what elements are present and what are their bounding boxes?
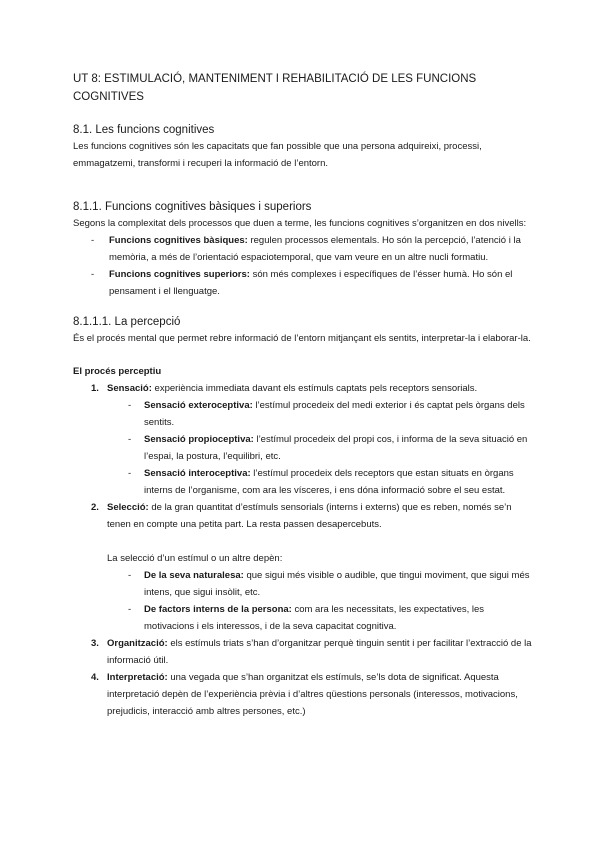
item-text: són més complexes i específiques de l’ésser humà. Ho són el pensament i el llenguatge. <box>109 269 513 297</box>
section-heading-percepcio: 8.1.1.1. La percepció <box>73 316 181 328</box>
list-marker: - <box>128 604 132 615</box>
sub-list-item <box>107 601 533 635</box>
section-heading-funcions-cognitives: 8.1. Les funcions cognitives <box>73 124 215 136</box>
item-text: regulen processos elementals. Ho són la percepció, l’atenció i la memòria, a més de l’orientació espaciotemporal, que vam veure en un altre nucli formatiu. <box>109 235 521 263</box>
section-paragraph: És el procés mental que permet rebre informació de l’entorn mitjançant els sentits, interpretar-la i elaborar-la. <box>73 333 531 344</box>
step-extra-text: La selecció d’un estímul o un altre depèn: <box>107 553 283 564</box>
step-term: Sensació: <box>107 383 152 394</box>
levels-list <box>73 232 533 300</box>
item-term: De factors interns de la persona: <box>144 604 292 615</box>
process-steps-list <box>73 380 533 720</box>
step-term: Selecció: <box>107 502 149 513</box>
list-marker: - <box>128 570 132 581</box>
sub-list-item <box>107 465 533 499</box>
item-text: l’estímul procedeix del propi cos, i informa de la seva situació en l’espai, la postura, l’equilibri, etc. <box>144 434 528 462</box>
item-text: que sigui més visible o audible, que tingui moviment, que sigui més intens, que sigui insòlit, etc. <box>144 570 530 598</box>
process-step <box>73 499 533 635</box>
document-title: UT 8: ESTIMULACIÓ, MANTENIMENT I REHABILITACIÓ DE LES FUNCIONS COGNITIVES <box>73 73 477 103</box>
sub-list-item <box>107 397 533 431</box>
section-heading-basiques-superiors: 8.1.1. Funcions cognitives bàsiques i superiors <box>73 201 312 213</box>
item-text: l’estímul procedeix dels receptors que estan situats en òrgans interns de l’organisme, com ara les vísceres, i ens dóna informació sobre el seu estat. <box>144 468 514 496</box>
item-text: l’estímul procedeix del medi exterior i és captat pels òrgans dels sentits. <box>144 400 525 428</box>
step-text: una vegada que s’han organitzat els estímuls, se’ls dota de significat. Aquesta interpretació depèn de l’experiència prèvia i d’altres qüestions personals (interessos, motivacions, prejudicis, interacció amb altres persones, etc.) <box>107 672 518 717</box>
section-paragraph: Segons la complexitat dels processos que duen a terme, les funcions cognitives s’organitzen en dos nivells: <box>73 218 527 229</box>
item-term: Sensació interoceptiva: <box>144 468 251 479</box>
item-term: Funcions cognitives superiors: <box>109 269 250 280</box>
step-number: 2. <box>91 502 99 513</box>
step-term: Organització: <box>107 638 168 649</box>
list-marker: - <box>128 400 132 411</box>
sub-list-item <box>107 431 533 465</box>
selection-factors-list <box>73 567 533 635</box>
step-number: 4. <box>91 672 99 683</box>
step-text: els estímuls triats s’han d’organitzar perquè tinguin sentit i per facilitar l’extracció de la informació útil. <box>107 638 532 666</box>
sensation-types-list <box>73 397 533 499</box>
list-item <box>91 266 533 300</box>
list-marker: - <box>91 269 95 280</box>
step-text: experiència immediata davant els estímuls captats pels receptors sensorials. <box>151 383 478 394</box>
document-page <box>73 70 533 720</box>
item-term: De la seva naturalesa: <box>144 570 244 581</box>
subsection-heading-proces-perceptiu: El procés perceptiu <box>73 366 162 377</box>
list-marker: - <box>128 434 132 445</box>
item-term: Sensació exteroceptiva: <box>144 400 253 411</box>
section-paragraph: Les funcions cognitives són les capacitats que fan possible que una persona adquireixi, processi, emmagatzemi, transformi i recuperi la informació de l’entorn. <box>73 141 482 169</box>
list-item <box>91 232 533 266</box>
process-step <box>73 380 533 499</box>
list-marker: - <box>91 235 95 246</box>
step-number: 3. <box>91 638 99 649</box>
list-marker: - <box>128 468 132 479</box>
item-text: com ara les necessitats, les expectatives, les motivacions i els interessos, i de la seva capacitat cognitiva. <box>144 604 485 632</box>
process-step <box>73 635 533 669</box>
item-term: Funcions cognitives bàsiques: <box>109 235 248 246</box>
step-text: de la gran quantitat d’estímuls sensorials (interns i externs) que es reben, només se’n tenen en compte una petita part. La resta passen desapercebuts. <box>107 502 512 530</box>
process-step <box>73 669 533 720</box>
step-number: 1. <box>91 383 99 394</box>
step-term: Interpretació: <box>107 672 168 683</box>
sub-list-item <box>107 567 533 601</box>
item-term: Sensació propioceptiva: <box>144 434 254 445</box>
